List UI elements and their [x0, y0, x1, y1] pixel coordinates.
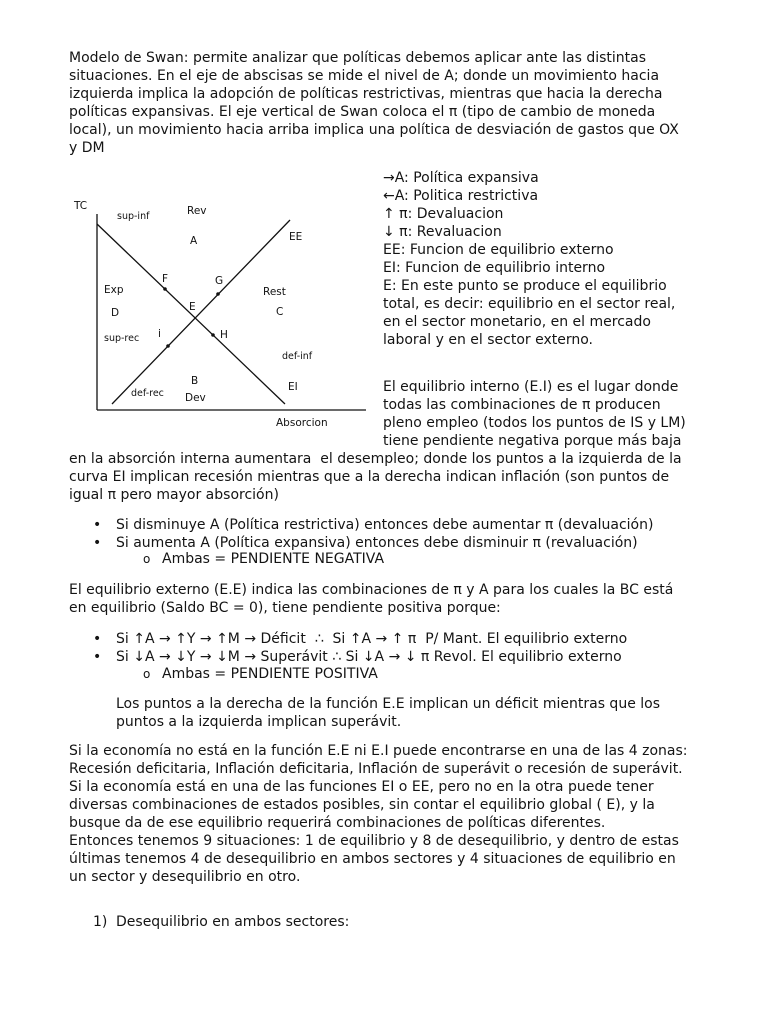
intro-line: local), un movimiento hacia arriba implica una política de desviación de gastos que OX [69, 122, 679, 138]
ee-curve [112, 220, 290, 404]
point-i-dot [166, 344, 170, 348]
legend-line: →A: Política expansiva [383, 170, 539, 186]
sub-bullet-item: Ambas = PENDIENTE NEGATIVA [162, 551, 385, 567]
zone-label-dev: Dev [185, 392, 206, 404]
external-note-line: Los puntos a la derecha de la función E.E implican un déficit mientras que los [116, 696, 661, 712]
internal-eq-line: El equilibrio interno (E.I) es el lugar donde [383, 379, 679, 395]
ei-curve-label: EI [288, 381, 298, 393]
bullet-item: Si ↑A → ↑Y → ↑M → Déficit ∴ Si ↑A → ↑ π P/ Mant. El equilibrio externo [116, 631, 628, 647]
bullet-item: Si disminuye A (Política restrictiva) entonces debe aumentar π (devaluación) [116, 517, 654, 533]
intro-line: políticas expansivas. El eje vertical de Swan coloca el π (tipo de cambio de moneda [69, 104, 656, 120]
swan-diagram [60, 190, 380, 435]
bullet-marker: • [93, 535, 102, 551]
numbered-item: Desequilibrio en ambos sectores: [116, 914, 350, 930]
external-note-line: puntos a la izquierda implican superávit. [116, 714, 402, 730]
legend-line: E: En este punto se produce el equilibrio [383, 278, 667, 294]
internal-eq-line: tiene pendiente negativa porque más baja [383, 433, 682, 449]
zone-d: D [111, 307, 120, 319]
zones-line: últimas tenemos 4 de desequilibrio en ambos sectores y 4 situaciones de equilibrio en [69, 851, 676, 867]
bullet-item: Si ↓A → ↓Y → ↓M → Superávit ∴ Si ↓A → ↓ π Revol. El equilibrio externo [116, 649, 622, 665]
numbered-marker: 1) [93, 914, 108, 930]
bullet-marker: • [93, 517, 102, 533]
zones-line: Si la economía no está en la función E.E ni E.I puede encontrarse en una de las 4 zonas: [69, 743, 688, 759]
point-h-label: H [220, 329, 228, 341]
zones-line: Recesión deficitaria, Inflación deficitaria, Inflación de superávit o recesión de superávit. [69, 761, 683, 777]
legend-line: laboral y en el sector externo. [383, 332, 593, 348]
zones-line: diversas combinaciones de estados posibles, sin contar el equilibrio global ( E), y la [69, 797, 655, 813]
external-eq-line: en equilibrio (Saldo BC = 0), tiene pendiente positiva porque: [69, 600, 501, 616]
intro-line: Modelo de Swan: permite analizar que políticas debemos aplicar ante las distintas [69, 50, 647, 66]
point-g-label: G [215, 275, 224, 287]
legend-line: EI: Funcion de equilibrio interno [383, 260, 606, 276]
zone-c: C [276, 306, 284, 318]
internal-eq-line: todas las combinaciones de π producen [383, 397, 661, 413]
subzone-def-inf: def-inf [282, 351, 313, 362]
point-h-dot [211, 333, 215, 337]
bullet-marker: • [93, 649, 102, 665]
point-f-label: F [162, 273, 169, 285]
zones-line: Si la economía está en una de las funciones EI o EE, pero no en la otra puede tener [69, 779, 654, 795]
point-g-dot [216, 292, 220, 296]
subzone-def-rec: def-rec [131, 388, 164, 399]
internal-eq-line: igual π pero mayor absorción) [69, 487, 279, 503]
zone-label-exp: Exp [104, 284, 124, 296]
point-e-label: E [189, 301, 196, 313]
legend-line: ↑ π: Devaluacion [383, 206, 504, 222]
bullet-item: Si aumenta A (Política expansiva) entonces debe disminuir π (revaluación) [116, 535, 638, 551]
sub-bullet-marker: o [143, 552, 151, 566]
zones-line: Entonces tenemos 9 situaciones: 1 de equilibrio y 8 de desequilibrio, y dentro de estas [69, 833, 679, 849]
subzone-sup-rec: sup-rec [104, 333, 140, 344]
bullet-marker: • [93, 631, 102, 647]
legend-line: total, es decir: equilibrio en el sector real, [383, 296, 676, 312]
legend-line: EE: Funcion de equilibrio externo [383, 242, 614, 258]
intro-line: y DM [69, 140, 105, 156]
sub-bullet-item: Ambas = PENDIENTE POSITIVA [162, 666, 378, 682]
point-i-label: i [158, 328, 161, 340]
external-eq-line: El equilibrio externo (E.E) indica las combinaciones de π y A para los cuales la BC está [69, 582, 674, 598]
zones-line: busque da de ese equilibrio requerirá combinaciones de políticas diferentes. [69, 815, 606, 831]
sub-bullet-marker: o [143, 667, 151, 681]
zone-a: A [190, 235, 198, 247]
y-axis-label: TC [74, 200, 88, 212]
subzone-sup-inf: sup-inf [117, 211, 150, 222]
internal-eq-line: curva EI implican recesión mientras que a la derecha indican inflación (son puntos de [69, 469, 670, 485]
x-axis-label: Absorcion [276, 417, 328, 429]
point-f-dot [163, 287, 167, 291]
zone-b: B [191, 375, 199, 387]
legend-line: ↓ π: Revaluacion [383, 224, 502, 240]
internal-eq-line: en la absorción interna aumentara el desempleo; donde los puntos a la izquierda de la [69, 451, 682, 467]
internal-eq-line: pleno empleo (todos los puntos de IS y LM) [383, 415, 686, 431]
intro-line: izquierda implica la adopción de políticas restrictivas, mientras que hacia la derecha [69, 86, 663, 102]
legend-line: ←A: Politica restrictiva [383, 188, 539, 204]
intro-line: situaciones. En el eje de abscisas se mide el nivel de A; donde un movimiento hacia [69, 68, 660, 84]
legend-line: en el sector monetario, en el mercado [383, 314, 651, 330]
zone-label-rest: Rest [263, 286, 286, 298]
zone-label-rev: Rev [187, 205, 207, 217]
zones-line: un sector y desequilibrio en otro. [69, 869, 301, 885]
ee-curve-label: EE [289, 231, 303, 243]
